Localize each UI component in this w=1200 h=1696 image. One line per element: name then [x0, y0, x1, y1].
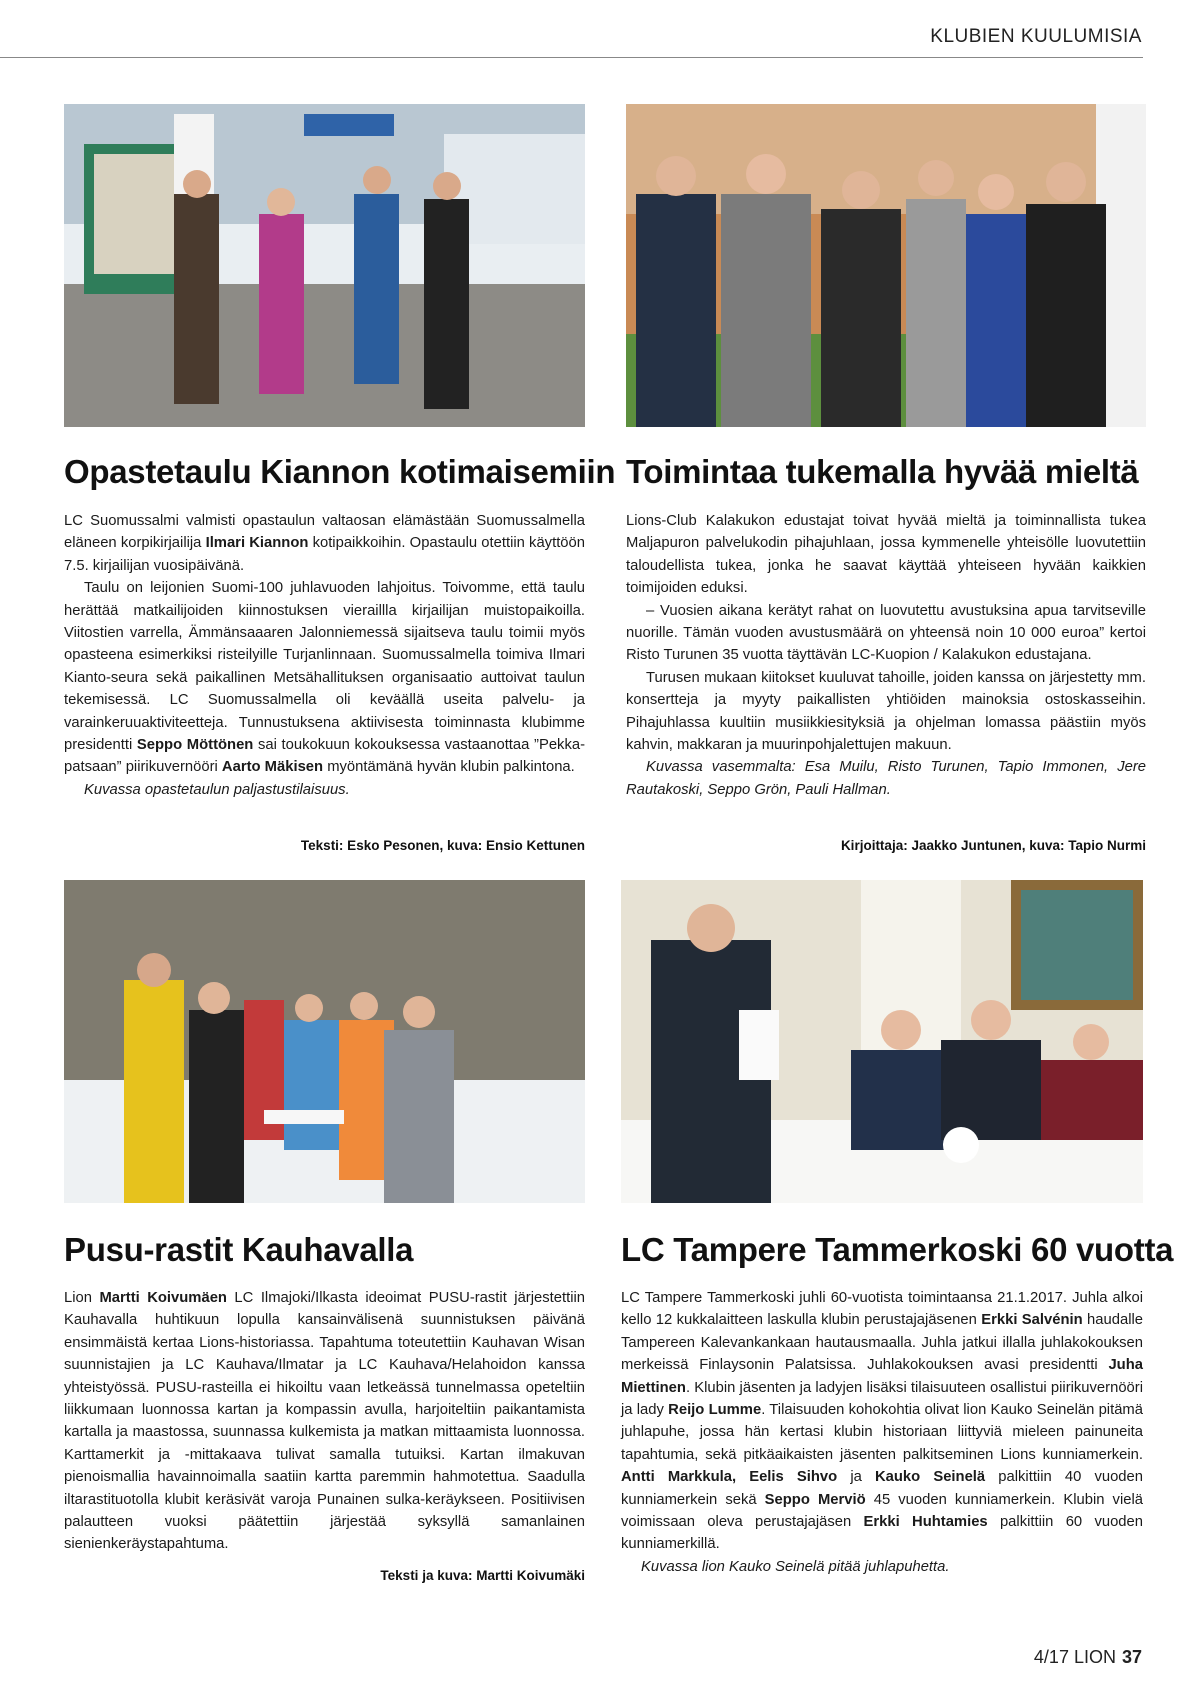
- article-paragraph: – Vuosien aikana kerätyt rahat on luovutettu avustuksina apua tarvitseville nuorille. Tämän vuoden avustusmäärä on yhteensä noin 10 000 euroa” kertoi Risto Turunen 35 vuotta täyttävän LC-Kuopion / Kalakukon edustajana.: [626, 602, 1146, 664]
- article-paragraph: Turusen mukaan kiitokset kuuluvat tahoille, joiden kanssa on järjestetty mm. konsertteja ja myyty paikallisten yhtiöiden mainoksia ostoskasseihin. Pihajuhlassa kuultiin musiikkiesityksiä ja ohjelman lomassa päästiin myös kahvin, makkaran ja muurinpohjalettujen makuun.: [626, 669, 1146, 754]
- article-paragraph: Lion Martti Koivumäen LC Ilmajoki/Ilkasta ideoimat PUSU-rastit järjestettiin Kauhavalla huhtikuun lopulla kansainvälisenä suunnistuksen päivänä ensimmäistä kertaa Lions-historiassa. Tapahtuma toteutettiin Kauhavan Wisan suunnistajien ja LC Kauhava/Ilmatar ja LC Kauhava/Helahoidon kanssa yhteistyössä. PUSU-rasteilla ei hikoiltu vaan letkeässä tunnelmassa opeteltiin liikkumaan luonnossa kartan ja kompassin avulla, harjoiteltiin paikantamista kartalla ja maastossa, suunnassa kulkemista ja matkan mittaamista luonnossa. Karttamerkit ja -mittakaava tulivat samalla tutuiksi. Kartan ilmakuvan pienoismallia havainnoimalla saatiin kartta paremmin hahmotettua. Saadulla iltarastituotolla klubit keräsivät varoja Punainen sulka-keräykseen. Positiivisen palautteen vuoksi päätettiin järjestää syksyllä samanlainen sienienkeräystapahtuma.: [64, 1290, 586, 1553]
- header-rule: [0, 57, 1143, 58]
- article-body-pusu-rastit: [64, 1287, 585, 1556]
- article-credit: Teksti ja kuva: Martti Koivumäki: [380, 1568, 585, 1583]
- photo-tammerkoski-banquet: [621, 880, 1143, 1203]
- article-paragraph: LC Tampere Tammerkoski juhli 60-vuotista toimintaansa 21.1.2017. Juhla alkoi kello 12 kukkalaitteen laskulla klubin perustajajäsenen Erkki Salvénin haudalle Tampereen Kalevankankaan hautausmaalla. Juhla jatkui illalla juhlakokouksen merkeissä Finlaysonin Palatsissa. Juhlakokouksen avasi presidentti Juha Miettinen. Klubin jäsenten ja ladyjen lisäksi tilaisuuteen osallistui piirikuvernööri ja lady Reijo Lumme. Tilaisuuden kohokohtia olivat lion Kauko Seinelän pitämä juhlapuhe, jossa hän kertasi klubin historiaan liittyviä mieleen painuneita tapahtumia, sekä pitkäaikaisten jäsenten palkitseminen Lions kunniamerkein. Antti Markkula, Eelis Sihvo ja Kauko Seinelä palkittiin 40 vuoden kunniamerkein sekä Seppo Merviö 45 vuoden kunniamerkein. Klubin vielä voimissaan oleva perustajajäsen Erkki Huhtamies palkittiin 60 vuoden kunniamerkillä.: [621, 1290, 1143, 1553]
- page-number: 37: [1121, 1647, 1142, 1667]
- bold-name: Seppo Merviö: [764, 1491, 866, 1508]
- article-title-pusu-rastit: Pusu-rastit Kauhavalla: [64, 1231, 414, 1268]
- bold-name: Erkki Huhtamies: [863, 1514, 988, 1531]
- article-title-tammerkoski: LC Tampere Tammerkoski 60 vuotta: [621, 1231, 1174, 1268]
- article-credit: Kirjoittaja: Jaakko Juntunen, kuva: Tapio Nurmi: [840, 838, 1146, 853]
- article-paragraph: Taulu on leijonien Suomi-100 juhlavuoden lahjoitus. Toivomme, että taulu herättää matkailijoiden kiinnostuksen vieraillla kirjailijan muistopaikoilla. Viitostien varrella, Ämmänsaaaren Jalonniemessä sijaitseva taulu toimii myös opasteena esimerkiksi risteilyille Turjanlinnaan. Suomussalmella toimiva Ilmari Kianto-seura sekä paikallinen Metsähallituksen organisaatio auttoivat taulun tekemisessä. LC Suomussalmella oli keväällä useita palvelu- ja varainkeruuaktiviteetteja. Tunnustuksena aktiivisesta toiminnasta klubimme presidentti Seppo Möttönen sai toukokuun kokouksessa vastaanottaa ”Pekka-patsaan” piirikuvernööri Aarto Mäkisen myöntämänä hyvän klubin palkintona.: [64, 580, 585, 776]
- bold-name: Kauko Seinelä: [874, 1469, 986, 1486]
- photo-signboard-unveiling: [64, 104, 585, 427]
- photo-kalakukko-group: [626, 104, 1146, 427]
- photo-caption: Kuvassa lion Kauko Seinelä pitää juhlapuhetta.: [641, 1558, 950, 1575]
- bold-name: Martti Koivumäen: [99, 1290, 227, 1306]
- page-footer: [1034, 1647, 1142, 1668]
- bold-name: Antti Markkula, Eelis Sihvo: [621, 1469, 838, 1486]
- bold-name: Seppo Möttönen: [136, 737, 254, 754]
- article-credit: Teksti: Esko Pesonen, kuva: Ensio Kettunen: [300, 838, 585, 853]
- article-paragraph: LC Suomussalmi valmisti opastaulun valtaosan elämästään Suomussalmella eläneen korpikirjailija Ilmari Kiannon kotipaikkoihin. Opastaulu otettiin käyttöön 7.5. kirjailijan vuosipäivänä.: [64, 513, 585, 574]
- article-body-tammerkoski: [621, 1287, 1143, 1578]
- bold-name: Reijo Lumme: [668, 1402, 762, 1419]
- section-header: KLUBIEN KUULUMISIA: [930, 26, 1142, 47]
- photo-caption: Kuvassa vasemmalta: Esa Muilu, Risto Turunen, Tapio Immonen, Jere Rautakoski, Seppo Grön, Pauli Hallman.: [626, 759, 1146, 798]
- bold-name: Erkki Salvénin: [981, 1312, 1083, 1329]
- issue-label: 4/17 LION: [1033, 1647, 1116, 1667]
- bold-name: Juha Miettinen: [621, 1357, 1143, 1396]
- article-title-opastetaulu: Opastetaulu Kiannon kotimaisemiin: [64, 453, 616, 490]
- bold-name: Aarto Mäkisen: [221, 759, 324, 776]
- article-body-opastetaulu: [64, 510, 585, 801]
- photo-caption: Kuvassa opastetaulun paljastustilaisuus.: [84, 781, 350, 798]
- article-paragraph: Lions-Club Kalakukon edustajat toivat hyvää mieltä ja toiminnallista tukea Maljapuron palvelukodin pihajuhlaan, jossa kymmenelle yhteisölle luovutettiin taloudellista tukea, jonka he saavat käyttää yhteiseen hyvään kaikkien toimijoiden eduksi.: [626, 513, 1146, 597]
- bold-name: Ilmari Kiannon: [205, 535, 309, 552]
- photo-orienteering: [64, 880, 585, 1203]
- article-body-toimintaa: [626, 510, 1146, 801]
- article-title-toimintaa: Toimintaa tukemalla hyvää mieltä: [626, 453, 1139, 490]
